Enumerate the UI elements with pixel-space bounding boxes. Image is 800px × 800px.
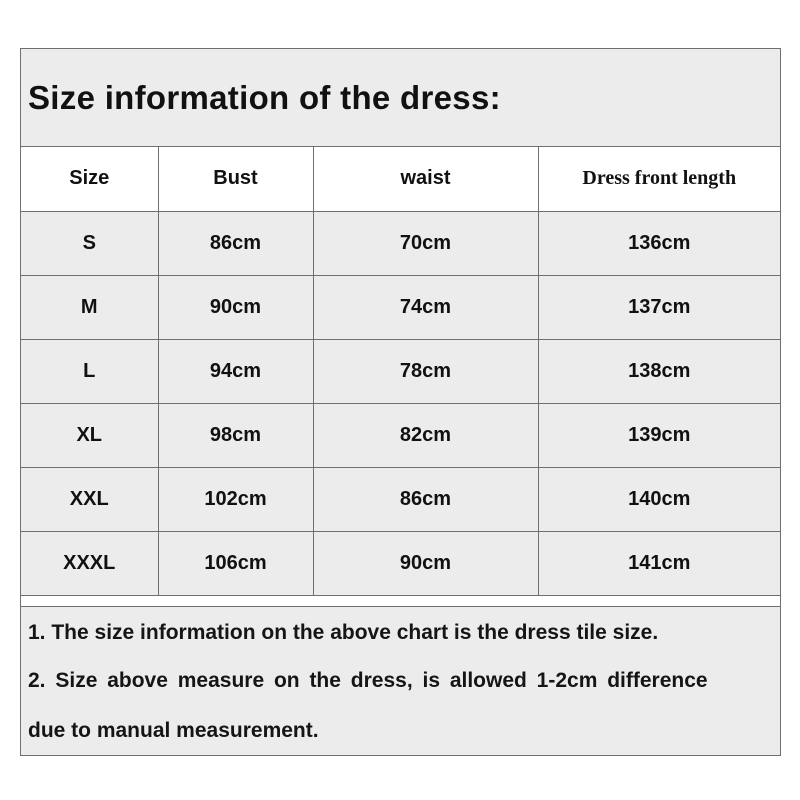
cell-waist: 82cm	[313, 403, 538, 467]
table-row	[21, 531, 780, 595]
table-row	[21, 467, 780, 531]
cell-bust: 102cm	[158, 467, 313, 531]
note-line-3: due to manual measurement.	[28, 719, 319, 742]
column-header-waist: waist	[313, 147, 538, 211]
page-title: Size information of the dress:	[28, 79, 501, 116]
cell-waist: 74cm	[313, 275, 538, 339]
cell-size: XL	[21, 403, 158, 467]
column-header-bust: Bust	[158, 147, 313, 211]
cell-waist: 90cm	[313, 531, 538, 595]
cell-waist: 70cm	[313, 211, 538, 275]
title-bar	[21, 49, 780, 147]
size-table	[21, 147, 780, 596]
column-header-dress-front-length: Dress front length	[538, 147, 780, 211]
cell-size: M	[21, 275, 158, 339]
cell-bust: 90cm	[158, 275, 313, 339]
table-row	[21, 339, 780, 403]
note-line-1: 1. The size information on the above chart is the dress tile size.	[28, 621, 659, 644]
cell-size: XXL	[21, 467, 158, 531]
cell-bust: 94cm	[158, 339, 313, 403]
table-row	[21, 211, 780, 275]
table-row	[21, 403, 780, 467]
cell-waist: 86cm	[313, 467, 538, 531]
cell-length: 139cm	[538, 403, 780, 467]
table-row	[21, 275, 780, 339]
cell-length: 140cm	[538, 467, 780, 531]
cell-length: 137cm	[538, 275, 780, 339]
cell-bust: 106cm	[158, 531, 313, 595]
table-header-row	[21, 147, 780, 211]
size-chart	[20, 48, 781, 756]
cell-bust: 86cm	[158, 211, 313, 275]
cell-length: 136cm	[538, 211, 780, 275]
cell-size: XXXL	[21, 531, 158, 595]
cell-length: 138cm	[538, 339, 780, 403]
notes-section	[21, 606, 780, 755]
cell-size: S	[21, 211, 158, 275]
column-header-size: Size	[21, 147, 158, 211]
note-line-2: 2. Size above measure on the dress, is allowed 1-2cm difference	[28, 669, 708, 692]
cell-bust: 98cm	[158, 403, 313, 467]
cell-size: L	[21, 339, 158, 403]
cell-waist: 78cm	[313, 339, 538, 403]
cell-length: 141cm	[538, 531, 780, 595]
